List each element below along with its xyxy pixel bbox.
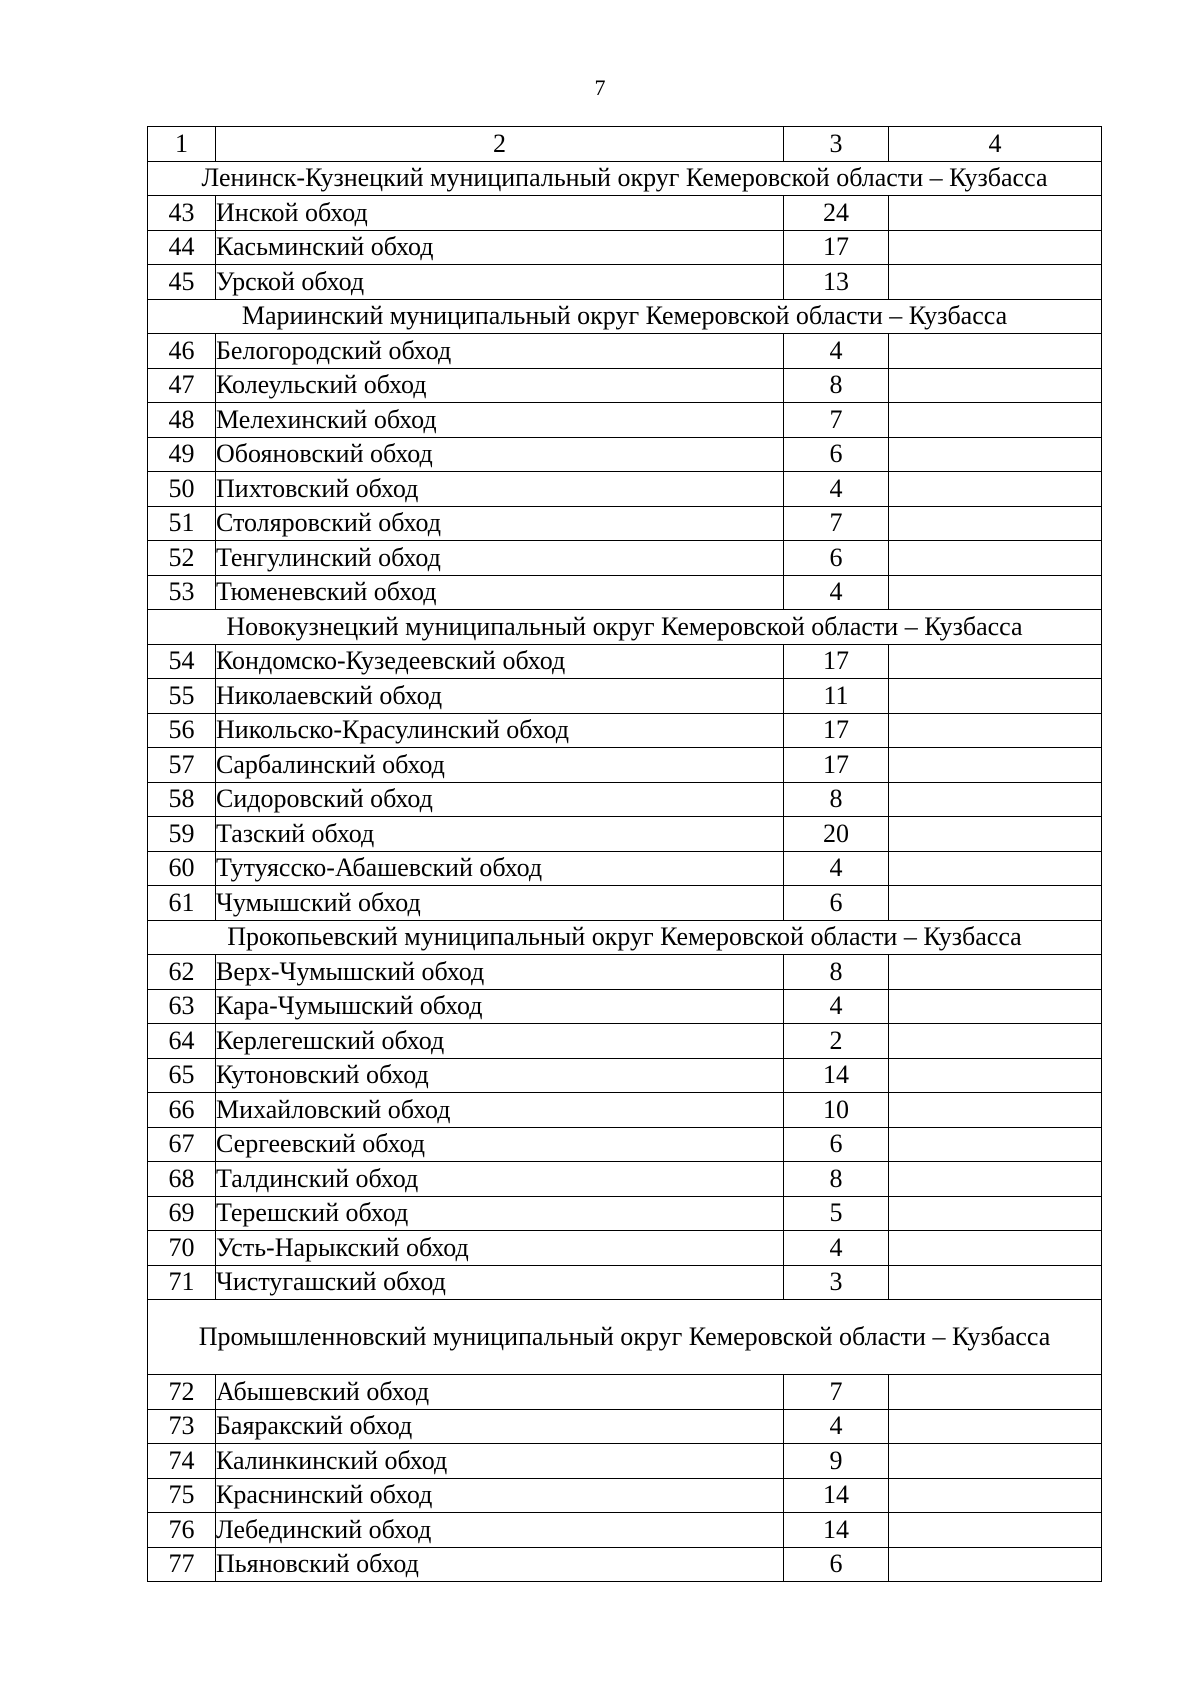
row-col4 [889, 1058, 1102, 1093]
row-value: 5 [784, 1196, 889, 1231]
row-value: 9 [784, 1444, 889, 1479]
row-col4 [889, 1513, 1102, 1548]
header-col-4: 4 [889, 127, 1102, 162]
row-number: 77 [148, 1547, 216, 1582]
row-name: Инской обход [216, 196, 784, 231]
row-value: 17 [784, 644, 889, 679]
row-number: 45 [148, 265, 216, 300]
row-value: 14 [784, 1513, 889, 1548]
row-col4 [889, 748, 1102, 783]
table-row [148, 851, 1102, 886]
row-col4 [889, 1375, 1102, 1410]
table-row [148, 1058, 1102, 1093]
section-title: Ленинск-Кузнецкий муниципальный округ Кемеровской области – Кузбасса [148, 161, 1102, 196]
row-value: 7 [784, 403, 889, 438]
row-col4 [889, 1444, 1102, 1479]
row-value: 13 [784, 265, 889, 300]
row-number: 47 [148, 368, 216, 403]
table-row [148, 1231, 1102, 1266]
row-value: 8 [784, 782, 889, 817]
row-name: Тюменевский обход [216, 575, 784, 610]
row-name: Кондомско-Кузедеевский обход [216, 644, 784, 679]
table-row [148, 1478, 1102, 1513]
row-number: 59 [148, 817, 216, 852]
row-col4 [889, 196, 1102, 231]
header-col-1: 1 [148, 127, 216, 162]
row-col4 [889, 437, 1102, 472]
row-col4 [889, 1231, 1102, 1266]
row-name: Терешский обход [216, 1196, 784, 1231]
table-row [148, 437, 1102, 472]
row-number: 53 [148, 575, 216, 610]
row-col4 [889, 334, 1102, 369]
table-row [148, 1024, 1102, 1059]
row-col4 [889, 1093, 1102, 1128]
row-value: 6 [784, 437, 889, 472]
row-name: Усть-Нарыкский обход [216, 1231, 784, 1266]
table-row [148, 1444, 1102, 1479]
table-header-row [148, 127, 1102, 162]
row-col4 [889, 713, 1102, 748]
row-col4 [889, 1127, 1102, 1162]
table-row [148, 541, 1102, 576]
row-name: Белогородский обход [216, 334, 784, 369]
row-value: 2 [784, 1024, 889, 1059]
row-number: 55 [148, 679, 216, 714]
row-name: Чумышский обход [216, 886, 784, 921]
row-name: Краснинский обход [216, 1478, 784, 1513]
table-row [148, 782, 1102, 817]
table-row [148, 1196, 1102, 1231]
table-row [148, 1513, 1102, 1548]
row-col4 [889, 1024, 1102, 1059]
row-name: Керлегешский обход [216, 1024, 784, 1059]
row-name: Талдинский обход [216, 1162, 784, 1197]
row-number: 46 [148, 334, 216, 369]
table-row [148, 886, 1102, 921]
row-col4 [889, 989, 1102, 1024]
row-name: Михайловский обход [216, 1093, 784, 1128]
row-number: 67 [148, 1127, 216, 1162]
row-number: 44 [148, 230, 216, 265]
table-row [148, 265, 1102, 300]
row-name: Мелехинский обход [216, 403, 784, 438]
row-value: 11 [784, 679, 889, 714]
row-col4 [889, 506, 1102, 541]
row-number: 60 [148, 851, 216, 886]
table-row [148, 196, 1102, 231]
row-number: 73 [148, 1409, 216, 1444]
row-number: 66 [148, 1093, 216, 1128]
table-row [148, 506, 1102, 541]
row-col4 [889, 541, 1102, 576]
row-value: 8 [784, 955, 889, 990]
page-number: 7 [594, 75, 606, 100]
row-col4 [889, 1478, 1102, 1513]
row-number: 50 [148, 472, 216, 507]
table-row [148, 334, 1102, 369]
row-col4 [889, 265, 1102, 300]
row-name: Урской обход [216, 265, 784, 300]
table-row [148, 1547, 1102, 1582]
row-value: 20 [784, 817, 889, 852]
row-value: 14 [784, 1058, 889, 1093]
row-name: Баяракский обход [216, 1409, 784, 1444]
row-name: Абышевский обход [216, 1375, 784, 1410]
row-number: 63 [148, 989, 216, 1024]
row-value: 8 [784, 368, 889, 403]
registry-table [147, 126, 1102, 1582]
row-number: 51 [148, 506, 216, 541]
header-col-3: 3 [784, 127, 889, 162]
row-value: 10 [784, 1093, 889, 1128]
registry-table-body [148, 127, 1102, 1582]
row-name: Столяровский обход [216, 506, 784, 541]
row-value: 4 [784, 989, 889, 1024]
row-number: 52 [148, 541, 216, 576]
row-name: Касьминский обход [216, 230, 784, 265]
section-row [148, 610, 1102, 645]
header-col-2: 2 [216, 127, 784, 162]
row-number: 49 [148, 437, 216, 472]
table-row [148, 955, 1102, 990]
row-value: 6 [784, 886, 889, 921]
table-row [148, 713, 1102, 748]
row-col4 [889, 782, 1102, 817]
table-row [148, 472, 1102, 507]
table-row [148, 1409, 1102, 1444]
table-row [148, 989, 1102, 1024]
row-name: Кара-Чумышский обход [216, 989, 784, 1024]
section-row [148, 299, 1102, 334]
row-value: 6 [784, 1547, 889, 1582]
row-number: 56 [148, 713, 216, 748]
row-value: 6 [784, 541, 889, 576]
row-value: 14 [784, 1478, 889, 1513]
row-col4 [889, 817, 1102, 852]
row-value: 24 [784, 196, 889, 231]
row-name: Пихтовский обход [216, 472, 784, 507]
section-row [148, 1300, 1102, 1375]
row-number: 74 [148, 1444, 216, 1479]
row-name: Тутуясско-Абашевский обход [216, 851, 784, 886]
row-value: 6 [784, 1127, 889, 1162]
table-row [148, 817, 1102, 852]
row-name: Сарбалинский обход [216, 748, 784, 783]
row-name: Верх-Чумышский обход [216, 955, 784, 990]
table-row [148, 1093, 1102, 1128]
row-value: 4 [784, 472, 889, 507]
row-number: 65 [148, 1058, 216, 1093]
row-col4 [889, 1162, 1102, 1197]
row-name: Пьяновский обход [216, 1547, 784, 1582]
row-name: Колеульский обход [216, 368, 784, 403]
row-value: 17 [784, 713, 889, 748]
table-row [148, 368, 1102, 403]
section-title: Новокузнецкий муниципальный округ Кемеровской области – Кузбасса [148, 610, 1102, 645]
row-number: 76 [148, 1513, 216, 1548]
row-name: Никольско-Красулинский обход [216, 713, 784, 748]
row-number: 70 [148, 1231, 216, 1266]
row-number: 58 [148, 782, 216, 817]
row-number: 62 [148, 955, 216, 990]
row-value: 4 [784, 575, 889, 610]
row-number: 54 [148, 644, 216, 679]
table-row [148, 575, 1102, 610]
section-row [148, 920, 1102, 955]
row-col4 [889, 851, 1102, 886]
row-number: 64 [148, 1024, 216, 1059]
row-name: Калинкинский обход [216, 1444, 784, 1479]
row-value: 3 [784, 1265, 889, 1300]
row-number: 61 [148, 886, 216, 921]
row-col4 [889, 1409, 1102, 1444]
row-col4 [889, 644, 1102, 679]
row-value: 17 [784, 230, 889, 265]
row-number: 69 [148, 1196, 216, 1231]
row-col4 [889, 955, 1102, 990]
table-row [148, 679, 1102, 714]
row-name: Обояновский обход [216, 437, 784, 472]
row-value: 7 [784, 1375, 889, 1410]
row-col4 [889, 1547, 1102, 1582]
row-number: 57 [148, 748, 216, 783]
row-value: 8 [784, 1162, 889, 1197]
row-col4 [889, 403, 1102, 438]
row-name: Чистугашский обход [216, 1265, 784, 1300]
row-name: Кутоновский обход [216, 1058, 784, 1093]
table-row [148, 1127, 1102, 1162]
row-number: 48 [148, 403, 216, 438]
row-name: Лебединский обход [216, 1513, 784, 1548]
row-value: 4 [784, 851, 889, 886]
row-col4 [889, 472, 1102, 507]
section-title: Промышленновский муниципальный округ Кемеровской области – Кузбасса [148, 1300, 1102, 1375]
row-number: 68 [148, 1162, 216, 1197]
row-value: 7 [784, 506, 889, 541]
row-name: Николаевский обход [216, 679, 784, 714]
row-name: Сергеевский обход [216, 1127, 784, 1162]
row-col4 [889, 886, 1102, 921]
row-number: 43 [148, 196, 216, 231]
row-col4 [889, 368, 1102, 403]
section-title: Мариинский муниципальный округ Кемеровской области – Кузбасса [148, 299, 1102, 334]
row-value: 17 [784, 748, 889, 783]
row-name: Тенгулинский обход [216, 541, 784, 576]
row-name: Тазский обход [216, 817, 784, 852]
row-number: 71 [148, 1265, 216, 1300]
table-row [148, 1265, 1102, 1300]
row-col4 [889, 1196, 1102, 1231]
row-value: 4 [784, 334, 889, 369]
row-col4 [889, 1265, 1102, 1300]
table-row [148, 1375, 1102, 1410]
row-name: Сидоровский обход [216, 782, 784, 817]
section-title: Прокопьевский муниципальный округ Кемеровской области – Кузбасса [148, 920, 1102, 955]
row-col4 [889, 679, 1102, 714]
table-row [148, 644, 1102, 679]
row-col4 [889, 575, 1102, 610]
row-col4 [889, 230, 1102, 265]
table-row [148, 230, 1102, 265]
row-value: 4 [784, 1409, 889, 1444]
row-number: 75 [148, 1478, 216, 1513]
table-row [148, 403, 1102, 438]
table-row [148, 748, 1102, 783]
table-row [148, 1162, 1102, 1197]
section-row [148, 161, 1102, 196]
row-number: 72 [148, 1375, 216, 1410]
row-value: 4 [784, 1231, 889, 1266]
